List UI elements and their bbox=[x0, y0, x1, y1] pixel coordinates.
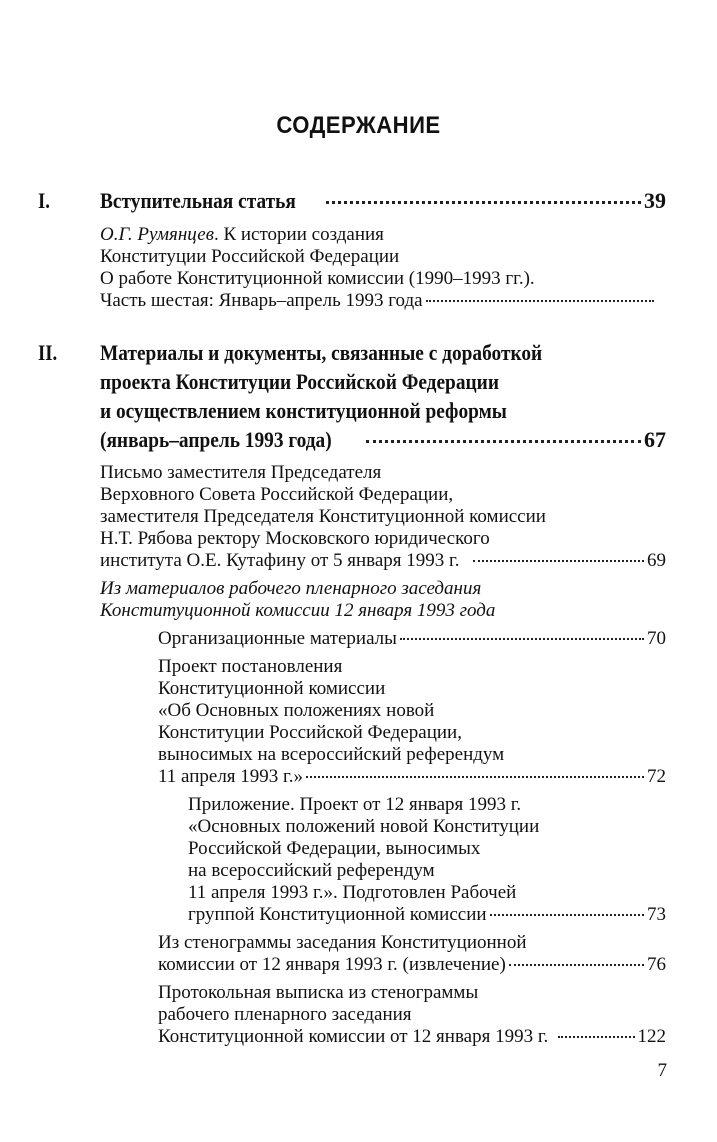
subheading-line: Конституционной комиссии 12 января 1993 года bbox=[100, 600, 496, 621]
section-1-heading[interactable] bbox=[100, 188, 666, 213]
dot-leader bbox=[400, 638, 644, 640]
entry-page: 69 bbox=[647, 550, 666, 571]
toc-entry-line: Конституции Российской Федерации, bbox=[158, 722, 462, 743]
toc-entry-rumyantsev[interactable] bbox=[100, 290, 657, 312]
toc-entry-transcript[interactable] bbox=[158, 954, 666, 976]
entry-page: 70 bbox=[647, 628, 666, 649]
heading-text: Материалы и документы, связанные с доработкой bbox=[100, 340, 543, 365]
dot-leader bbox=[326, 201, 641, 204]
section-1-page: 39 bbox=[644, 188, 666, 213]
toc-entry-org-materials[interactable] bbox=[158, 628, 666, 650]
section-2-heading[interactable] bbox=[100, 427, 666, 452]
heading-text: проекта Конституции Российской Федерации bbox=[100, 369, 499, 394]
toc-entry-line: Проект постановления bbox=[158, 656, 343, 677]
dot-leader bbox=[306, 776, 644, 778]
entry-text: Организационные материалы bbox=[158, 628, 397, 649]
entry-text: группой Конституционной комиссии bbox=[188, 904, 487, 925]
section-1-number: I. bbox=[38, 188, 50, 213]
entry-author: О.Г. Румянцев bbox=[100, 224, 214, 245]
section-2-heading-line bbox=[100, 340, 603, 365]
toc-entry-line: Письмо заместителя Председателя bbox=[100, 462, 382, 483]
toc-entry-line: Н.Т. Рябова ректору Московского юридического bbox=[100, 528, 490, 549]
dot-leader bbox=[473, 560, 644, 562]
toc-entry-line: 11 апреля 1993 г.». Подготовлен Рабочей bbox=[188, 882, 517, 903]
dot-leader bbox=[509, 964, 644, 966]
section-2-number: II. bbox=[38, 340, 58, 365]
toc-entry-line: О работе Конституционной комиссии (1990–1993 гг.). bbox=[100, 268, 535, 289]
dot-leader bbox=[426, 300, 654, 302]
toc-entry-line: выносимых на всероссийский референдум bbox=[158, 744, 505, 765]
dot-leader bbox=[490, 914, 644, 916]
entry-text: 11 апреля 1993 г.» bbox=[158, 766, 303, 787]
entry-page: 76 bbox=[647, 954, 666, 975]
section-2-heading-line bbox=[100, 398, 562, 423]
dot-leader bbox=[558, 1036, 634, 1038]
section-2-title: (январь–апрель 1993 года) bbox=[100, 427, 332, 452]
toc-entry-line: Конституции Российской Федерации bbox=[100, 246, 400, 267]
toc-entry-line: Верховного Совета Российской Федерации, bbox=[100, 484, 454, 505]
entry-text: Часть шестая: Январь–апрель 1993 года bbox=[100, 290, 423, 311]
heading-text: и осуществлением конституционной реформы bbox=[100, 398, 507, 423]
page-number: 7 bbox=[657, 1060, 667, 1081]
entry-text: . К истории создания bbox=[213, 224, 384, 245]
dot-leader bbox=[366, 440, 641, 443]
toc-entry-line: «Об Основных положениях новой bbox=[158, 700, 435, 721]
toc-entry-draft-resolution[interactable] bbox=[158, 766, 666, 788]
entry-page: 122 bbox=[637, 1026, 666, 1047]
section-2-heading-line bbox=[100, 369, 553, 394]
toc-entry-line bbox=[100, 224, 384, 246]
toc-entry-line: рабочего пленарного заседания bbox=[158, 1004, 412, 1025]
entry-text: Конституционной комиссии от 12 января 1993 г. bbox=[158, 1026, 549, 1047]
toc-entry-line: Протокольная выписка из стенограммы bbox=[158, 982, 479, 1003]
subheading-line: Из материалов рабочего пленарного заседания bbox=[100, 578, 482, 599]
entry-page: 73 bbox=[647, 904, 666, 925]
toc-entry-protocol-extract[interactable] bbox=[158, 1026, 666, 1048]
entry-page: 72 bbox=[647, 766, 666, 787]
entry-text: института О.Е. Кутафину от 5 января 1993 г. bbox=[100, 550, 460, 571]
entry-text: комиссии от 12 января 1993 г. (извлечение) bbox=[158, 954, 506, 975]
toc-entry-line: на всероссийский референдум bbox=[188, 860, 435, 881]
toc-entry-line: Конституционной комиссии bbox=[158, 678, 386, 699]
toc-entry-line: Приложение. Проект от 12 января 1993 г. bbox=[188, 794, 522, 815]
page-title: СОДЕРЖАНИЕ bbox=[276, 112, 441, 139]
section-1-title: Вступительная статья bbox=[100, 188, 296, 213]
toc-entry-line: Из стенограммы заседания Конституционной bbox=[158, 932, 527, 953]
section-2-page: 67 bbox=[644, 427, 666, 452]
toc-entry-appendix[interactable] bbox=[188, 904, 666, 926]
toc-entry-letter[interactable] bbox=[100, 550, 666, 572]
toc-entry-line: «Основных положений новой Конституции bbox=[188, 816, 540, 837]
toc-entry-line: Российской Федерации, выносимых bbox=[188, 838, 481, 859]
toc-entry-line: заместителя Председателя Конституционной комиссии bbox=[100, 506, 546, 527]
